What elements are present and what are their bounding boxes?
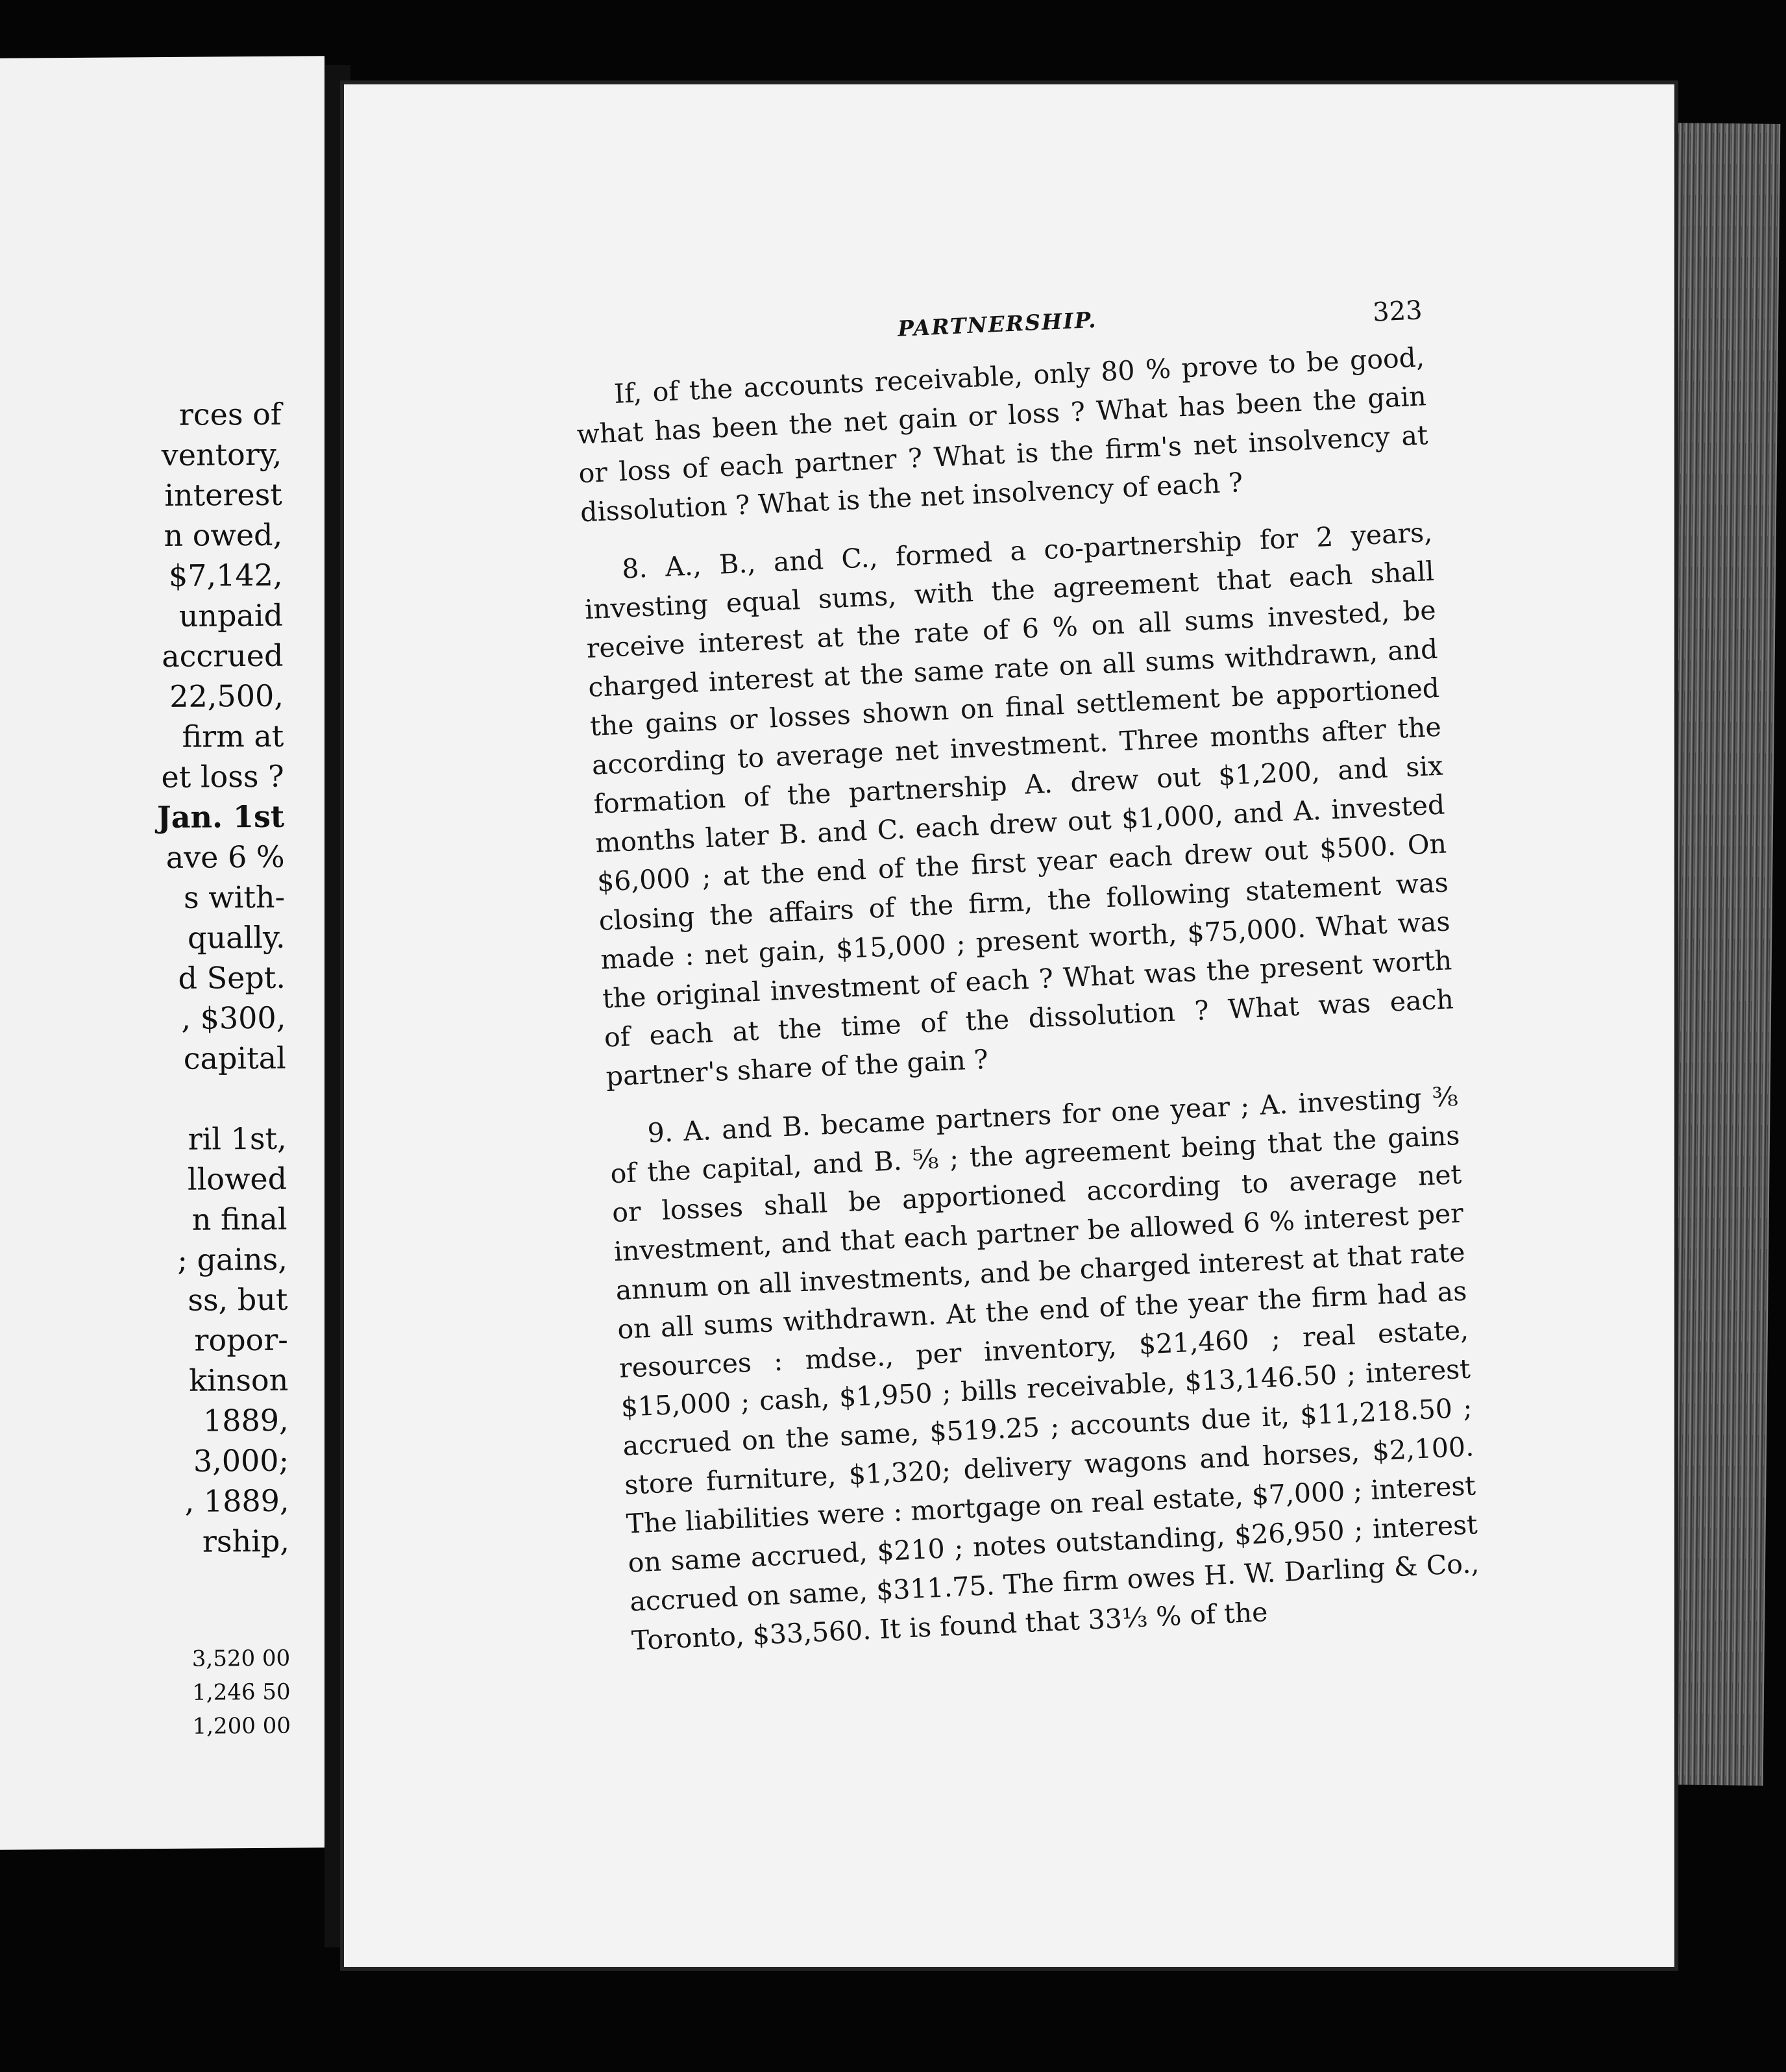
page-number: 323 [1372,295,1423,328]
previous-page-amount: 1,200 00 [192,1712,291,1740]
previous-page-spacer [0,1561,290,1603]
page-header-title: PARTNERSHIP. [897,307,1098,341]
previous-page-line: 1889, [202,1402,289,1438]
previous-page-line: d Sept. [178,959,286,996]
previous-page-line: firm at [182,718,284,754]
previous-page-line: $7,142, [168,557,283,593]
previous-page-line: llowed [187,1161,287,1197]
previous-page-amount: 1,246 50 [192,1679,291,1706]
previous-page-line: ril 1st, [188,1120,287,1157]
previous-page-line: interest [164,476,282,513]
previous-page-text [0,394,291,1745]
previous-page-line: Jan. 1st [156,798,285,835]
previous-page-line: n owed, [164,517,283,553]
previous-page-spacer [0,1601,290,1644]
previous-page-line: n final [191,1201,287,1237]
previous-page-line: 22,500, [169,678,284,714]
previous-page-line: ropor- [194,1322,288,1358]
previous-page-line: 3,000; [193,1442,289,1479]
previous-page [0,56,337,1850]
previous-page-line: qually. [187,919,286,956]
page-content [572,279,1483,1679]
previous-page-line: ave 6 % [165,839,285,875]
previous-page-amount: 3,520 00 [191,1645,291,1672]
previous-page-line: ss, but [188,1281,288,1318]
previous-page-line: unpaid [178,597,284,634]
previous-page-line: ; gains, [177,1241,288,1277]
previous-page-line: kinson [188,1362,289,1398]
previous-page-line: , $300, [181,1000,286,1036]
previous-page-line: , 1889, [184,1483,289,1519]
previous-page-line: ventory, [161,436,282,473]
paragraph-continuation: If, of the accounts receivable, only 80 % prove to be good, what has been the net gain or loss ? What has been the gain or loss of each partner ? What is the firm's net insolvency at dissolution ? What is the net insolvency of each ? [576,341,1429,528]
previous-page-line: capital [183,1040,286,1076]
current-page [344,84,1674,1967]
previous-page-line: rces of [178,396,282,432]
problem-9-paragraph: 9. A. and B. became partners for one year ; A. investing ⅜ of the capital, and B. ⅝ ; the agreement being that the gains or losses shall be apportioned according to average net investment, and that each partner be allowed 6 % interest per annum on all investments, and be charged interest at that rate on all sums withdrawn. At the end of the year the firm had as resources : mdse., per inventory, $21,460 ; real estate, $15,000 ; cash, $1,950 ; bills receivable, $13,146.50 ; interest accrued on the same, $519.25 ; accounts due it, $11,218.50 ; store furniture, $1,320; delivery wagons and horses, $2,100. The liabilities were : mortgage on real estate, $7,000 ; interest on same accrued, $210 ; notes outstanding, $26,950 ; interest accrued on same, $311.75. The firm owes H. W. Darling & Co., Toronto, $33,560. It is found that 33⅓ % of the [609,1081,1480,1657]
previous-page-line [0,1078,286,1120]
previous-page-line: rship, [202,1523,290,1559]
previous-page-line: accrued [162,637,284,674]
previous-page-line: s with- [183,879,286,915]
problem-8-paragraph: 8. A., B., and C., formed a co-partnership for 2 years, investing equal sums, with the agreement that each shall receive interest at the rate of 6 % on all sums invested, be charged interest at the same rate on all sums withdrawn, and the gains or losses shown on final settlement be apportioned according to average net investment. Three months after the formation of the partnership A. drew out $1,200, and six months later B. and C. each drew out $1,000, and A. invested $6,000 ; at the end of the first year each drew out $500. On closing the affairs of the firm, the following statement was made : net gain, $15,000 ; present worth, $75,000. What was the original investment of each ? What was the present worth of each at the time of the dissolution ? What was each partner's share of the gain ? [583,516,1454,1092]
previous-page-line: et loss ? [161,758,284,795]
